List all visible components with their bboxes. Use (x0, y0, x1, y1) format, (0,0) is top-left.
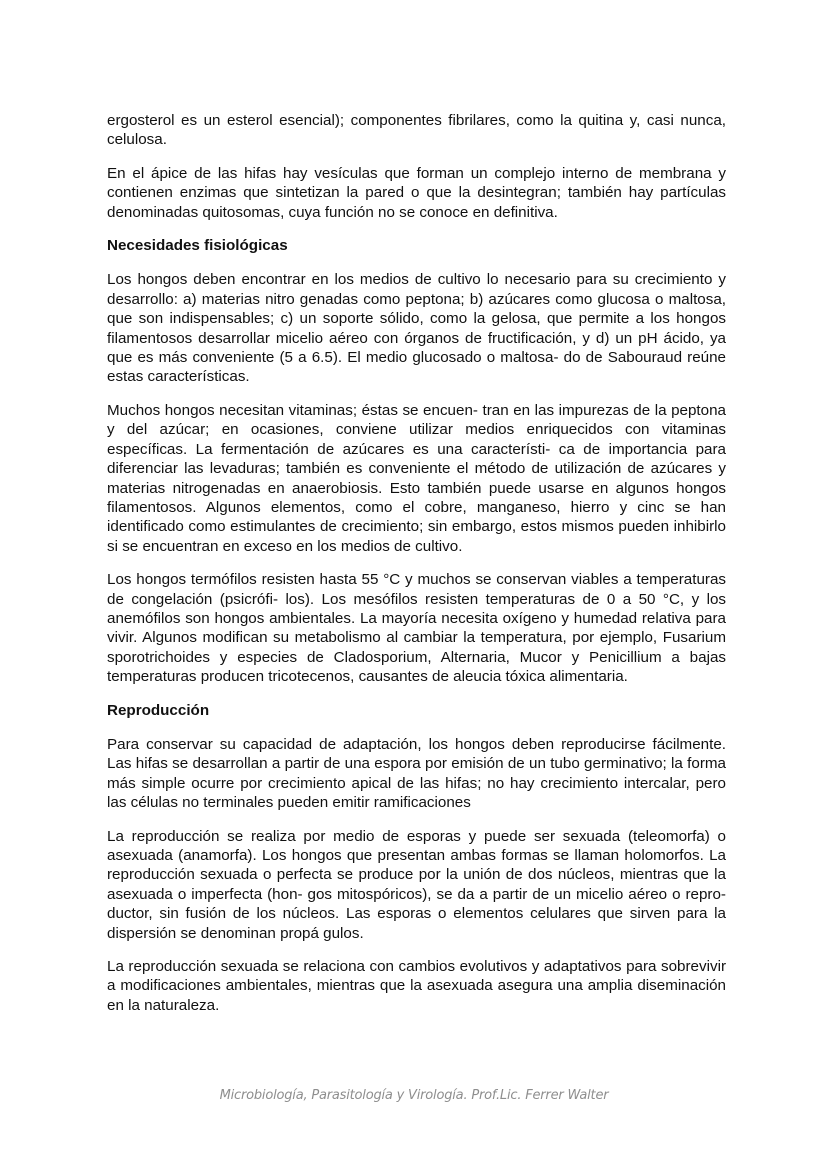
paragraph-vitamins: Muchos hongos necesitan vitaminas; éstas se encuen- tran en las impurezas de la peptona y del azúcar; en ocasiones, conviene utilizar medios enriquecidos con vitaminas específicas. La fermentación de azúcares es una característi- ca de importancia para diferenciar las levaduras; también es conveniente el método de utilización de azúcares y materias nitrogenadas en anaerobiosis. Esto también puede usarse en algunos hongos filamentosos. Algunos elementos, como el cobre, manganeso, hierro y cinc se han identificado como estimulantes de crecimiento; sin embargo, estos mismos pueden inhibirlo si se encuentran en exceso en los medios de cultivo. (107, 401, 726, 555)
paragraph-adaptation: Para conservar su capacidad de adaptación, los hongos deben reproducirse fácilmente. Las hifas se desarrollan a partir de una espora por emisión de un tubo germinativo; la forma más simple ocurre por crecimiento apical de las hifas; no hay crecimiento intercalar, pero las células no terminales pueden emitir ramificaciones (107, 735, 726, 812)
heading-physiological-needs: Necesidades fisiológicas (107, 237, 288, 255)
paragraph-temperature: Los hongos termófilos resisten hasta 55 °C y muchos se conservan viables a temperaturas de congelación (psicrófi- los). Los mesófilos resisten temperaturas de 0 a 50 °C, y los anemófilos son hongos ambientales. La mayoría necesita oxígeno y humedad relativa para vivir. Algunos modifican su metabolismo al cambiar la temperatura, por ejemplo, Fusarium sporotrichoides y especies de Cladosporium, Alternaria, Mucor y Penicillium a bajas temperaturas producen tricotecenos, causantes de aleucia tóxica alimentaria. (107, 571, 726, 686)
page-body (107, 111, 726, 1029)
page-footer: Microbiología, Parasitología y Virología. Prof.Lic. Ferrer Walter (219, 1088, 609, 1103)
paragraph-sexual-reproduction: La reproducción sexuada se relaciona con cambios evolutivos y adaptativos para sobrevivir a modificaciones ambientales, mientras que la asexuada asegura una amplia diseminación en la naturaleza. (107, 958, 726, 1014)
paragraph-spores: La reproducción se realiza por medio de esporas y puede ser sexuada (teleomorfa) o asexuada (anamorfa). Los hongos que presentan ambas formas se llaman holomorfos. La reproducción sexuada o perfecta se produce por la unión de dos núcleos, mientras que la asexuada o imperfecta (hon- gos mitospóricos), se da a partir de un micelio aéreo o repro- ductor, sin fusión de los núcleos. Las esporas o elementos celulares que sirven para la dispersión se denominan propá gulos. (107, 827, 726, 942)
paragraph-culture-media: Los hongos deben encontrar en los medios de cultivo lo necesario para su crecimiento y desarrollo: a) materias nitro genadas como peptona; b) azúcares como glucosa o maltosa, que son indispensables; c) un soporte sólido, como la gelosa, que permite a los hongos filamentosos desarrollar micelio aéreo con órganos de fructificación, y d) un pH ácido, ya que es más conveniente (5 a 6.5). El medio glucosado o maltosa- do de Sabouraud reúne estas características. (107, 271, 726, 386)
paragraph-hyphae-apex: En el ápice de las hifas hay vesículas que forman un complejo interno de membrana y contienen enzimas que sintetizan la pared o que la desintegran; también hay partículas denominadas quitosomas, cuya función no se conoce en definitiva. (107, 164, 726, 221)
heading-reproduction: Reproducción (107, 701, 210, 719)
paragraph-ergosterol: ergosterol es un esterol esencial); componentes fibrilares, como la quitina y, casi nunca, celulosa. (107, 112, 726, 149)
